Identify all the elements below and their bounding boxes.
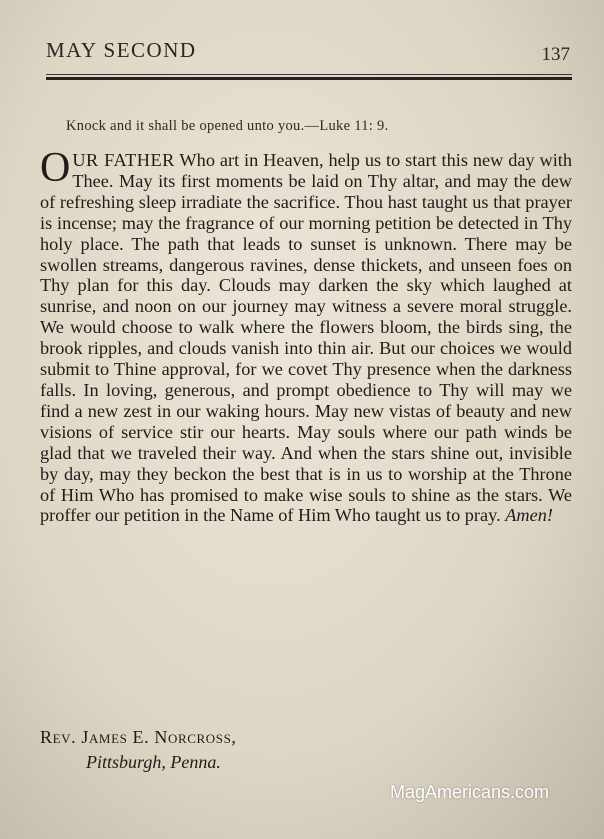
prayer-opening: UR FATHER	[72, 150, 175, 170]
author-name: Rev. James E. Norcross,	[40, 727, 237, 747]
prayer-body: Who art in Heaven, help us to start this new day with Thee. May its first moments be laid on Thy altar, and may the dew of refreshing sleep irradiate the sacrifice. Thou hast taught us that prayer is incense; may the fragrance of our morning petition be detected in Thy holy place. The path that leads to sunset is unknown. There may be swollen streams, dangerous ravines, dense thickets, and unseen foes on Thy plan for this day. Clouds may darken the sky which laughed at sunrise, and noon on our journey may witness a severe moral struggle. We would choose to walk where the flowers bloom, the birds sing, the brook ripples, and clouds vanish into thin air. But our choices we would submit to Thine approval, for we covet Thy presence when the darkness falls. In loving, generous, and prompt obedience to Thy will may we find a new zest in our waking hours. May new vistas of beauty and new visions of service stir our hearts. May souls where our path winds be glad that we traveled their way. And when the stars shine out, invisible by day, may they beckon the best that is in us to worship at the Throne of Him Who has promised to make wise souls to shine as the stars. We proffer our petition in the Name of Him Who taught us to pray.	[40, 150, 572, 526]
header-rule-thin	[46, 74, 572, 75]
prayer-closing: Amen!	[505, 505, 553, 526]
scripture-epigraph: Knock and it shall be opened unto you.—Luke 11: 9.	[66, 118, 389, 134]
page-title: MAY SECOND	[46, 38, 197, 62]
prayer-text	[40, 145, 572, 526]
page-header	[46, 38, 572, 68]
drop-cap: O	[40, 145, 71, 191]
page-number: 137	[541, 44, 570, 65]
watermark: MagAmericans.com	[390, 782, 550, 802]
author-location: Pittsburgh, Penna.	[86, 752, 221, 772]
header-rule-thick	[46, 77, 572, 80]
